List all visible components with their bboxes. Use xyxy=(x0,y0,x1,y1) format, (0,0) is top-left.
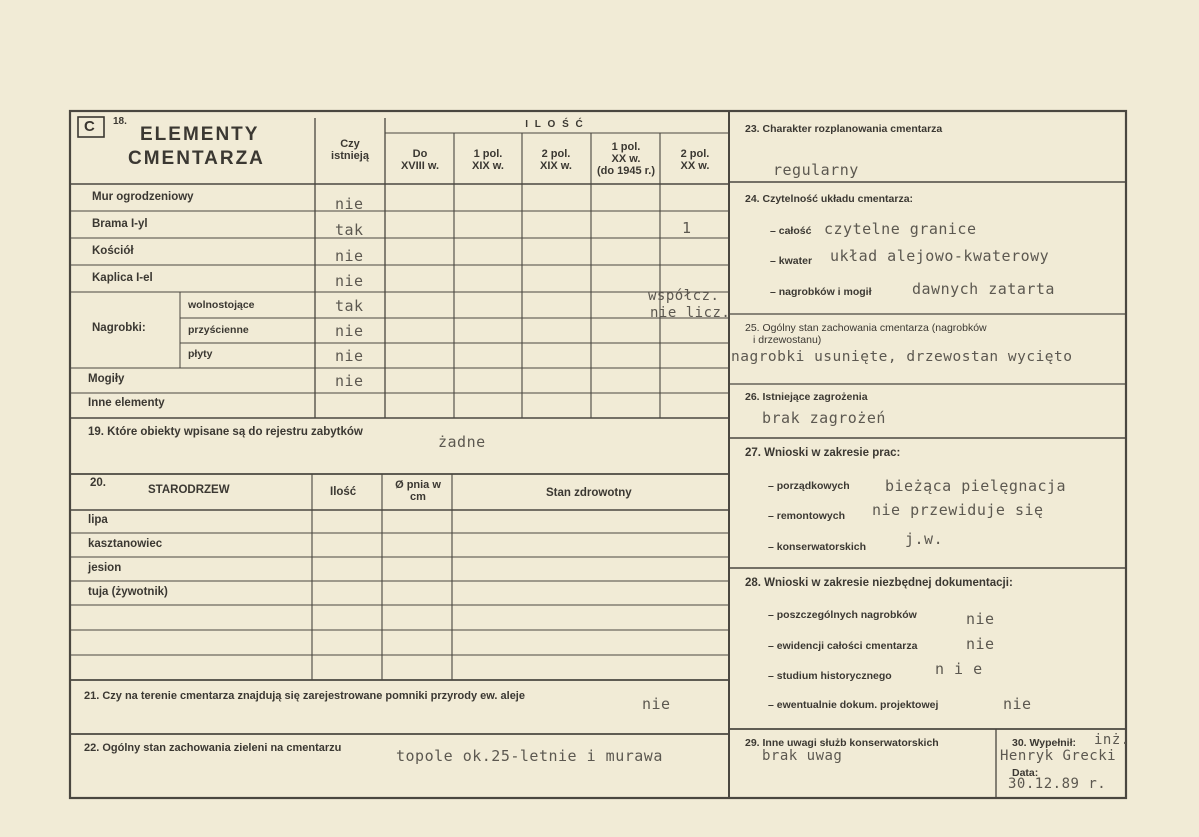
s24-item-label: – nagrobków i mogił xyxy=(770,286,872,298)
tombs-label: Mogiły xyxy=(88,373,125,385)
s28-item-value: n i e xyxy=(935,660,983,678)
s25-value: nagrobki usunięte, drzewostan wycięto xyxy=(731,349,1073,365)
box-letter: C xyxy=(84,118,95,135)
s27-label: 27. Wnioski w zakresie prac: xyxy=(745,447,901,459)
chapel-label: Kaplica I-el xyxy=(92,272,153,284)
title-line1: ELEMENTY xyxy=(140,124,260,145)
s24-item-label: – całość xyxy=(770,225,812,237)
tree-row-label: jesion xyxy=(88,562,122,574)
exists-column-header: Czy istnieją xyxy=(331,138,369,162)
filler-name: Henryk Grecki xyxy=(1000,748,1117,764)
s19-label: 19. Które obiekty wpisane są do rejestru zabytków xyxy=(88,426,363,438)
date-value: 30.12.89 r. xyxy=(1008,776,1107,792)
graves-slab-exists: nie xyxy=(335,347,364,365)
tombs-exists: nie xyxy=(335,372,364,390)
period-header: 2 pol. XX w. xyxy=(680,148,710,172)
period-header: 1 pol. XX w. (do 1945 r.) xyxy=(596,141,656,177)
period-header: Do XVIII w. xyxy=(400,148,440,172)
s24-item-value: układ alejowo-kwaterowy xyxy=(830,247,1050,265)
gate-label: Brama I-yl xyxy=(92,218,148,230)
church-label: Kościół xyxy=(92,245,134,257)
s28-item-value: nie xyxy=(1003,695,1032,713)
s28-item-label: – ewidencji całości cmentarza xyxy=(768,640,918,652)
tree-row-label: kasztanowiec xyxy=(88,538,163,550)
wall-exists: nie xyxy=(335,195,364,213)
s28-item-label: – ewentualnie dokum. projektowej xyxy=(768,699,939,711)
quantity-column-header: I L O Ś Ć xyxy=(525,119,585,130)
church-exists: nie xyxy=(335,247,364,265)
s22-label: 22. Ogólny stan zachowania zieleni na cmentarzu xyxy=(84,742,342,754)
s27-item-value: bieżąca pielęgnacja xyxy=(885,477,1067,495)
graves-freestanding-note1: współcz. xyxy=(648,288,720,304)
graves-freestanding-exists: tak xyxy=(335,297,364,315)
graves-wall-exists: nie xyxy=(335,322,364,340)
tree-row-label: lipa xyxy=(88,514,108,526)
s28-label: 28. Wnioski w zakresie niezbędnej dokumentacji: xyxy=(745,577,1013,589)
s28-item-label: – studium historycznego xyxy=(768,670,892,682)
chapel-exists: nie xyxy=(335,272,364,290)
s28-item-value: nie xyxy=(966,610,995,628)
s26-label: 26. Istniejące zagrożenia xyxy=(745,391,868,403)
wall-label: Mur ogrodzeniowy xyxy=(92,191,194,203)
s30-label: 30. Wypełnił: xyxy=(1012,737,1076,749)
date-label: Data: xyxy=(1012,767,1039,779)
filler-title: inż. xyxy=(1094,732,1130,748)
section-18-number: 18. xyxy=(113,116,127,127)
period-header: 2 pol. XIX w. xyxy=(540,148,572,172)
s21-label: 21. Czy na terenie cmentarza znajdują się zarejestrowane pomniki przyrody ew. aleje xyxy=(84,690,525,702)
s29-value: brak uwag xyxy=(762,748,843,764)
s23-value: regularny xyxy=(773,161,859,179)
tree-qty-column-header: Ilość xyxy=(330,486,357,498)
trees-column-header: STARODRZEW xyxy=(148,484,230,496)
s24-item-value: dawnych zatarta xyxy=(912,280,1055,298)
s19-value: żadne xyxy=(438,433,486,451)
s27-item-label: – remontowych xyxy=(768,510,846,522)
period-header: 1 pol. XIX w. xyxy=(472,148,504,172)
s25-label-line1: 25. Ogólny stan zachowania cmentarza (nagrobków xyxy=(745,322,987,334)
s29-label: 29. Inne uwagi służb konserwatorskich xyxy=(745,737,939,749)
tree-row-label: tuja (żywotnik) xyxy=(88,586,168,598)
s22-value: topole ok.25-letnie i murawa xyxy=(396,747,663,765)
title-line2: CMENTARZA xyxy=(128,148,265,169)
s21-value: nie xyxy=(642,695,671,713)
tree-health-column-header: Stan zdrowotny xyxy=(546,487,632,499)
s27-item-value: j.w. xyxy=(905,530,944,548)
s24-item-label: – kwater xyxy=(770,255,813,267)
s28-item-value: nie xyxy=(966,635,995,653)
s25-label-line2: i drzewostanu) xyxy=(753,334,822,346)
s20-number: 20. xyxy=(90,477,106,489)
graves-freestanding-note2: nie licz. xyxy=(650,305,731,321)
s27-item-label: – porządkowych xyxy=(768,480,850,492)
gate-quantity: 1 xyxy=(682,219,692,237)
graves-label: Nagrobki: xyxy=(92,322,146,334)
s28-item-label: – poszczególnych nagrobków xyxy=(768,609,917,621)
s24-label: 24. Czytelność układu cmentarza: xyxy=(745,193,914,205)
graves-wall-label: przyścienne xyxy=(188,324,249,336)
s24-item-value: czytelne granice xyxy=(824,220,977,238)
gate-exists: tak xyxy=(335,221,364,239)
s26-value: brak zagrożeń xyxy=(762,409,886,427)
s27-item-value: nie przewiduje się xyxy=(872,501,1044,519)
graves-freestanding-label: wolnostojące xyxy=(188,299,255,311)
other-elements-label: Inne elementy xyxy=(88,397,165,409)
s23-label: 23. Charakter rozplanowania cmentarza xyxy=(745,123,943,135)
graves-slab-label: płyty xyxy=(188,348,213,360)
trunk-diameter-column-header: Ø pnia w cm xyxy=(395,479,441,503)
s27-item-label: – konserwatorskich xyxy=(768,541,867,553)
